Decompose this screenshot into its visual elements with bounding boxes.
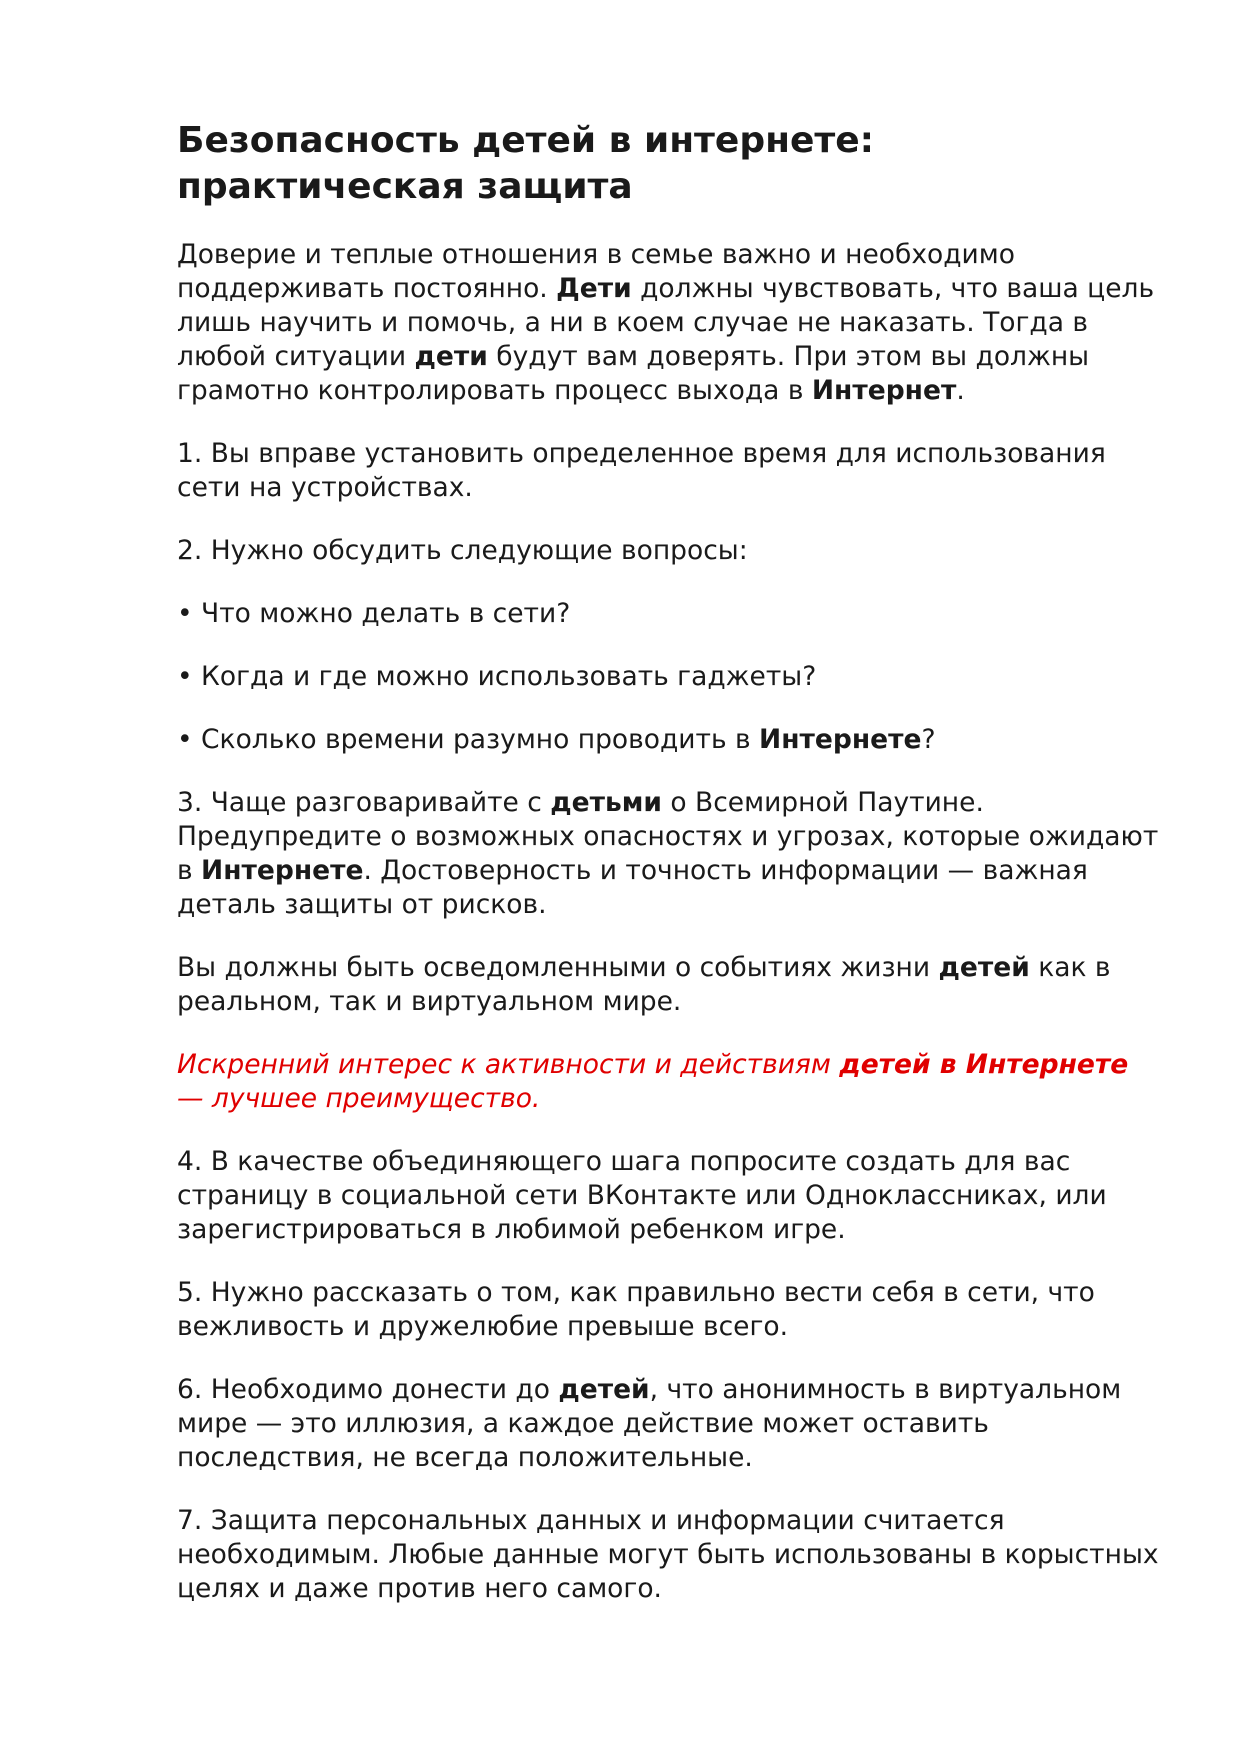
highlight-text-1: Искренний интерес к активности и действиям: [177, 1049, 840, 1080]
item-3-text-2: о Всемирной Паутине. Предупредите о возможных опасностях и угрозах, которые ожидают в: [177, 787, 1159, 886]
item-3-text-3: . Достоверность и точность информации — важная деталь защиты от рисков.: [177, 855, 1088, 920]
awareness-paragraph: [177, 951, 1162, 1019]
bullet-3: [177, 723, 1162, 757]
item-3-bold-2: Интернете: [201, 855, 364, 886]
document-page: [177, 118, 1162, 1635]
aware-bold: детей: [938, 952, 1030, 983]
title-line-2: практическая защита: [177, 166, 633, 207]
bullet-3-text-1: • Сколько времени разумно проводить в: [177, 724, 760, 755]
item-3-text-1: 3. Чаще разговаривайте с: [177, 787, 551, 818]
item-6: [177, 1373, 1162, 1475]
aware-text-1: Вы должны быть осведомленными о событиях жизни: [177, 952, 939, 983]
item-5: 5. Нужно рассказать о том, как правильно вести себя в сети, что вежливость и дружелюбие превыше всего.: [177, 1277, 1095, 1342]
bullet-3-bold: Интернете: [759, 724, 922, 755]
intro-bold-1: Дети: [556, 273, 632, 304]
intro-text-2: должны чувствовать, что ваша цель лишь научить и помочь, а ни в коем случае не наказать. Тогда в любой ситуации: [177, 273, 1155, 372]
page-title: [177, 118, 1162, 210]
bullet-3-text-2: ?: [921, 724, 936, 755]
intro-text-3: будут вам доверять. При этом вы должны грамотно контролировать процесс выхода в: [177, 341, 1090, 406]
item-3-bold-1: детьми: [550, 787, 662, 818]
title-line-1: Безопасность детей в интернете:: [177, 120, 875, 161]
highlight-bold: детей в Интернете: [839, 1049, 1129, 1080]
highlight-text-2: — лучшее преимущество.: [177, 1083, 541, 1114]
intro-paragraph: [177, 238, 1162, 408]
item-3: [177, 786, 1162, 922]
aware-text-2: как в реальном, так и виртуальном мире.: [177, 952, 1111, 1017]
item-4: 4. В качестве объединяющего шага попросите создать для вас страницу в социальной сети ВКонтакте или Одноклассниках, или зарегистрироваться в любимой ребенком игре.: [177, 1146, 1107, 1245]
highlight-paragraph: [177, 1048, 1162, 1116]
item-6-text-2: , что анонимность в виртуальном мире — это иллюзия, а каждое действие может оставить последствия, не всегда положительные.: [177, 1374, 1122, 1473]
bullet-2: • Когда и где можно использовать гаджеты?: [177, 661, 817, 692]
item-6-bold: детей: [558, 1374, 650, 1405]
intro-text-1: Доверие и теплые отношения в семье важно и необходимо поддерживать постоянно.: [177, 239, 1015, 304]
intro-bold-3: Интернет: [811, 375, 957, 406]
item-7: 7. Защита персональных данных и информации считается необходимым. Любые данные могут быть использованы в корыстных целях и даже против него самого.: [177, 1505, 1159, 1604]
intro-text-4: .: [956, 375, 965, 406]
item-1: 1. Вы вправе установить определенное время для использования сети на устройствах.: [177, 438, 1106, 503]
item-2: 2. Нужно обсудить следующие вопросы:: [177, 535, 748, 566]
item-6-text-1: 6. Необходимо донести до: [177, 1374, 559, 1405]
bullet-1: • Что можно делать в сети?: [177, 598, 571, 629]
intro-bold-2: дети: [414, 341, 488, 372]
